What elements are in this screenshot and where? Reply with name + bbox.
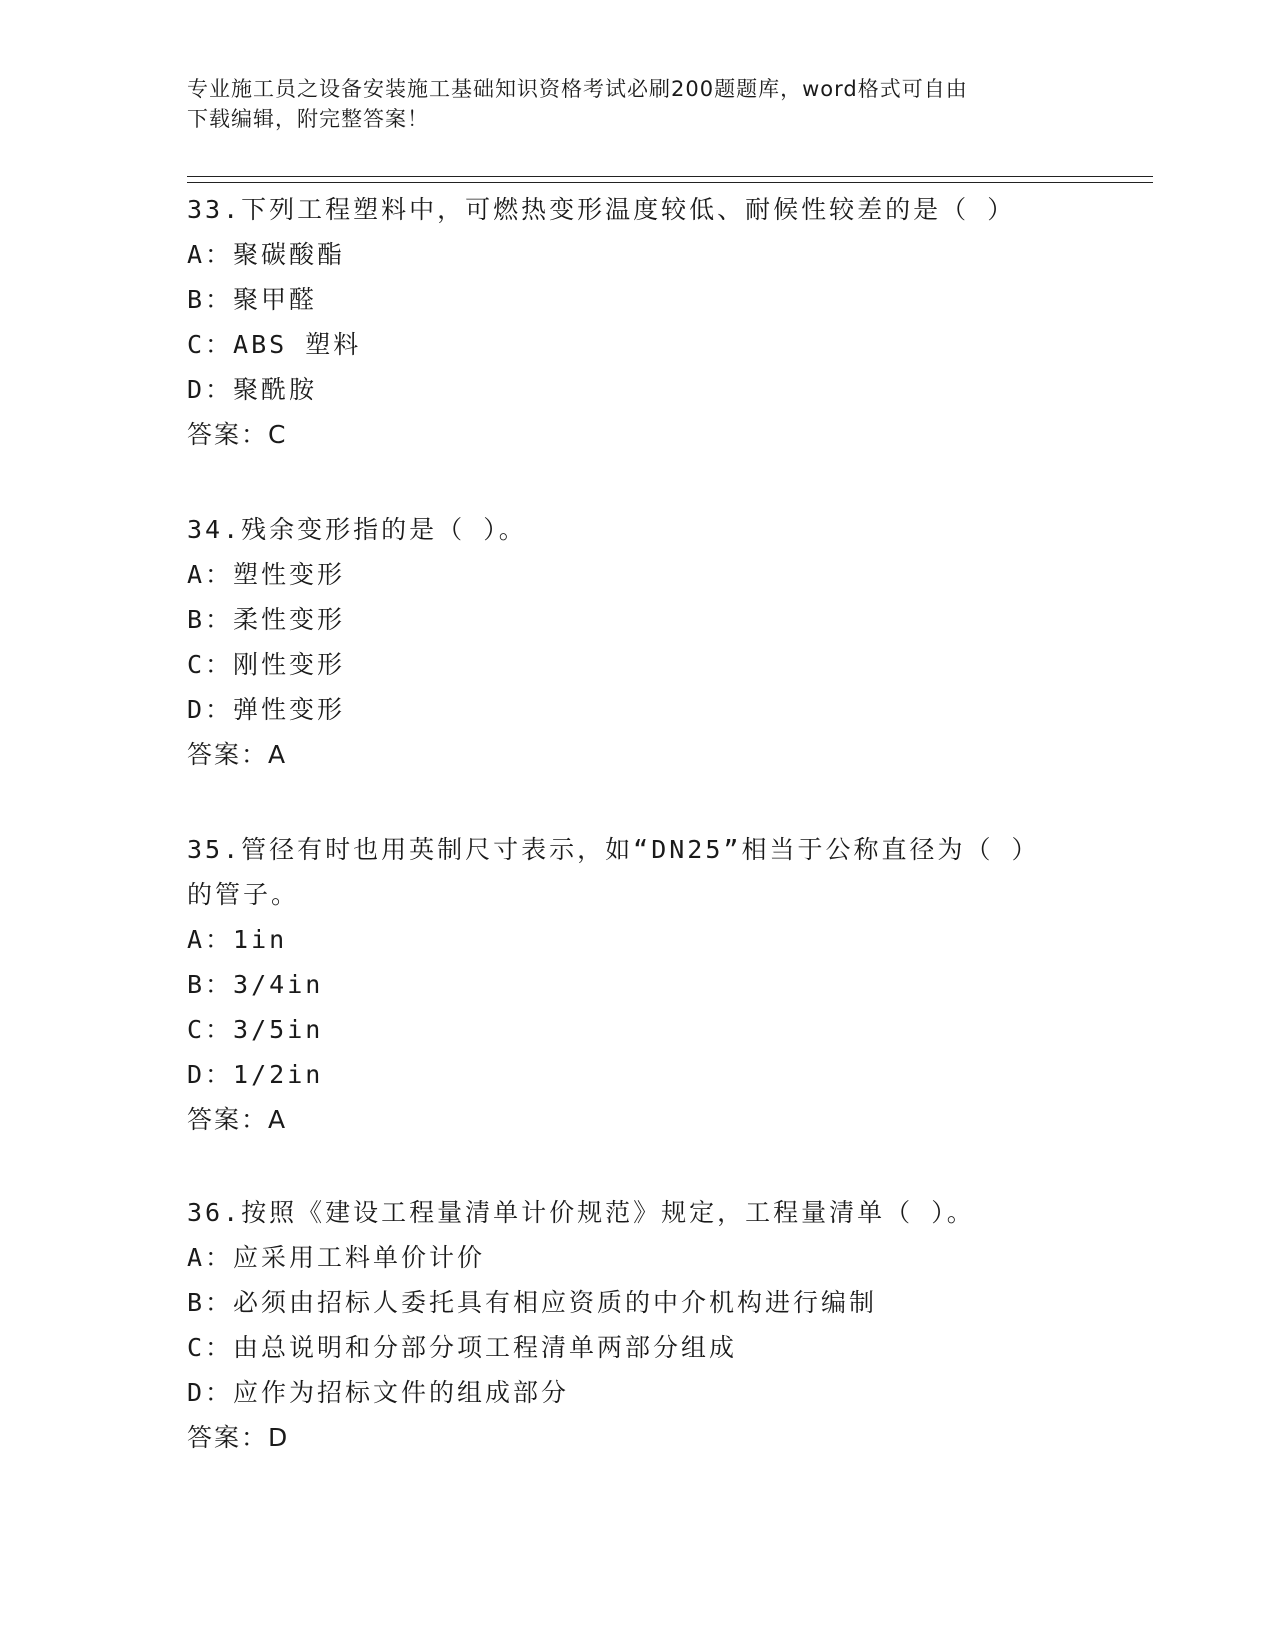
option-d: D：聚酰胺 [187,375,318,404]
option-d: D：弹性变形 [187,695,346,724]
answer: 答案：A [187,1105,288,1134]
option-b: B：必须由招标人委托具有相应资质的中介机构进行编制 [187,1288,878,1317]
question-stem-line-2: 的管子。 [187,880,300,909]
option-a: A：聚碳酸酯 [187,240,346,269]
option-a: A：塑性变形 [187,560,346,589]
header-divider-bottom [187,182,1153,183]
question-stem-line-1: 35.管径有时也用英制尺寸表示，如“DN25”相当于公称直径为（ ） [187,835,1040,864]
header-line-1: 专业施工员之设备安装施工基础知识资格考试必刷200题题库，word格式可自由 [187,77,968,101]
header-divider-top [187,176,1153,177]
answer: 答案：A [187,740,288,769]
option-b: B：柔性变形 [187,605,346,634]
question-stem: 36.按照《建设工程量清单计价规范》规定，工程量清单（ ）。 [187,1198,975,1227]
option-b: B：3/4in [187,970,324,999]
option-c: C：ABS 塑料 [187,330,362,359]
question-34 [187,507,1087,777]
question-stem: 34.残余变形指的是（ ）。 [187,515,527,544]
option-c: C：3/5in [187,1015,324,1044]
question-33 [187,187,1087,457]
option-a: A：应采用工料单价计价 [187,1243,486,1272]
header-line-2: 下载编辑，附完整答案！ [187,107,429,131]
option-c: C：刚性变形 [187,650,346,679]
option-a: A：1in [187,925,288,954]
question-35 [187,827,1087,1142]
option-b: B：聚甲醛 [187,285,318,314]
question-36 [187,1190,1087,1460]
option-d: D：应作为招标文件的组成部分 [187,1378,570,1407]
question-stem: 33.下列工程塑料中，可燃热变形温度较低、耐候性较差的是（ ） [187,195,1016,224]
option-c: C：由总说明和分部分项工程清单两部分组成 [187,1333,738,1362]
document-header [187,74,1067,134]
answer: 答案：D [187,1423,290,1452]
option-d: D：1/2in [187,1060,324,1089]
answer: 答案：C [187,420,288,449]
